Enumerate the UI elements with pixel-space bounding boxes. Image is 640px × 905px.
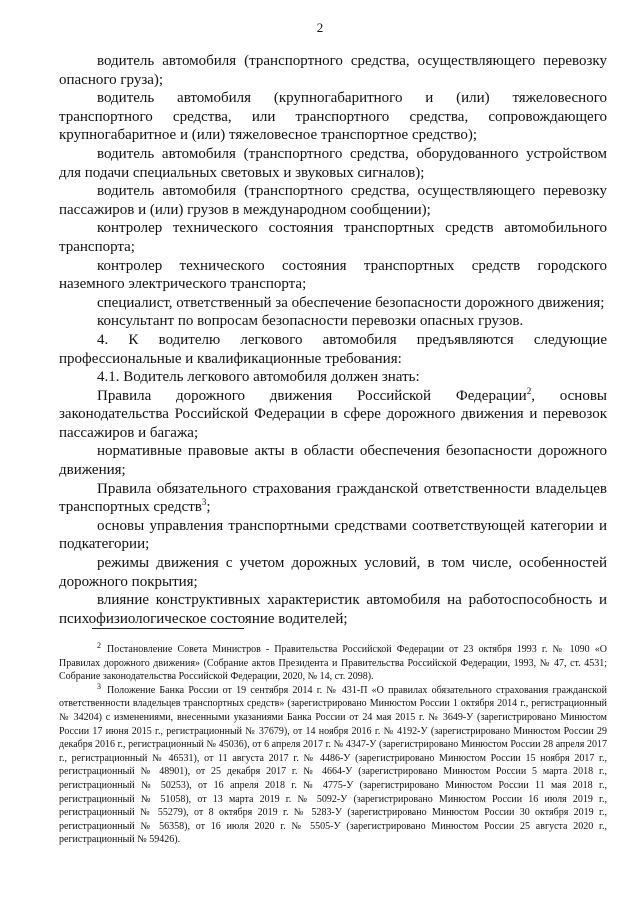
knowledge-item-design-influence: влияние конструктивных характеристик автомобиля на работоспособность и психофизиологическое состояние водителей; [59, 592, 607, 627]
document-body [59, 52, 607, 628]
knowledge-item-driving-modes: режимы движения с учетом дорожных условий, в том числе, особенностей дорожного покрытия; [59, 555, 607, 590]
footnote-2-text: Постановление Совета Министров - Правительства Российской Федерации от 23 октября 1993 г. № 1090 «О Правилах дорожного движения» (Собрание актов Президента и Правительства Российской Федерации, 1993, № 47, ст. 4531; Собрание законодательства Российской Федерации, 2020, № 14, ст. 2098). [59, 644, 607, 683]
list-item-road-safety-specialist: специалист, ответственный за обеспечение безопасности дорожного движения; [97, 294, 605, 311]
list-item-international-driver: водитель автомобиля (транспортного средства, осуществляющего перевозку пассажиров и (или) грузов в международном сообщении); [59, 183, 607, 218]
footnote-3 [59, 681, 607, 847]
footnote-3-text: Положение Банка России от 19 сентября 2014 г. № 431-П «О правилах обязательного страхования гражданской ответственности владельцев транспортных средств» (зарегистрировано Минюстом России 1 октября 2014 г., регистрационный № 34204) с изменениями, внесенными указаниями Банка России от 24 мая 2015 г. № 3649-У (зарегистрировано Минюстом России 17 июня 2015 г., регистрационный № 37679), от 14 ноября 2016 г. № 4192-У (зарегистрировано Минюстом России 29 декабря 2016 г., регистрационный № 45036), от 6 апреля 2017 г. № 4347-У (зарегистрировано Минюстом России 28 апреля 2017 г., регистрационный № 46531), от 11 августа 2017 г. № 4486-У (зарегистрировано Минюстом России 15 ноября 2017 г., регистрационный № 48901), от 25 декабря 2017 г. № 4664-У (зарегистрировано Минюстом России 5 марта 2018 г., регистрационный № 50253), от 16 апреля 2018 г. № 4775-У (зарегистрировано Минюстом России 11 мая 2018 г., регистрационный № 51058), от 13 марта 2019 г. № 5092-У (зарегистрировано Минюстом России 16 июля 2019 г., регистрационный № 55279), от 8 октября 2019 г. № 5283-У (зарегистрировано Минюстом России 30 октября 2019 г., регистрационный № 56358), от 16 июля 2020 г. № 5505-У (зарегистрировано Минюстом России 25 августа 2020 г., регистрационный № 59426). [59, 684, 607, 846]
knowledge-item-insurance-rules [59, 480, 607, 517]
footnotes [59, 643, 607, 847]
section-4-intro: 4. К водителю легкового автомобиля предъявляются следующие профессиональные и квалификационные требования: [59, 331, 607, 367]
list-item-dangerous-goods-consultant: консультант по вопросам безопасности перевозки опасных грузов. [97, 313, 524, 330]
traffic-rules-text: Правила дорожного движения Российской Федерации [97, 387, 527, 404]
list-item-oversize-vehicle-driver: водитель автомобиля (крупногабаритного и (или) тяжеловесного транспортного средства, или транспортного средства, сопровождающего крупногабаритное и (или) тяжеловесное транспортное средство); [59, 90, 607, 144]
list-item-special-signals-driver: водитель автомобиля (транспортного средства, оборудованного устройством для подачи специальных световых и звуковых сигналов); [59, 145, 607, 181]
footnote-2 [59, 643, 607, 684]
footnote-divider [92, 628, 244, 629]
list-item-dangerous-goods-driver: водитель автомобиля (транспортного средства, осуществляющего перевозку опасного груза); [59, 53, 607, 88]
footnote-3-mark: 3 [97, 681, 101, 691]
footnote-ref-3: 3 [201, 497, 207, 508]
traffic-rules-text-cont: , основы законодательства Российской Федерации в сфере дорожного движения и перевозок пассажиров и багажа; [59, 387, 607, 441]
page-number: 2 [316, 20, 324, 35]
footnote-2-mark: 2 [97, 641, 101, 650]
insurance-rules-text-cont: ; [206, 499, 211, 516]
knowledge-item-vehicle-control: основы управления транспортными средствами соответствующей категории и подкатегории; [59, 517, 607, 553]
insurance-rules-text: Правила обязательного страхования гражданской ответственности владельцев транспортных средств [59, 480, 607, 516]
list-item-road-transport-inspector: контролер технического состояния транспортных средств автомобильного транспорта; [59, 220, 607, 255]
knowledge-item-regulations: нормативные правовые акты в области обеспечения безопасности дорожного движения; [59, 443, 607, 479]
knowledge-item-traffic-rules [59, 387, 607, 443]
list-item-electric-transport-inspector: контролер технического состояния транспортных средств городского наземного электрического транспорта; [59, 257, 607, 293]
section-4-1-heading: 4.1. Водитель легкового автомобиля должен знать: [97, 369, 420, 386]
footnote-ref-2: 2 [526, 385, 532, 396]
